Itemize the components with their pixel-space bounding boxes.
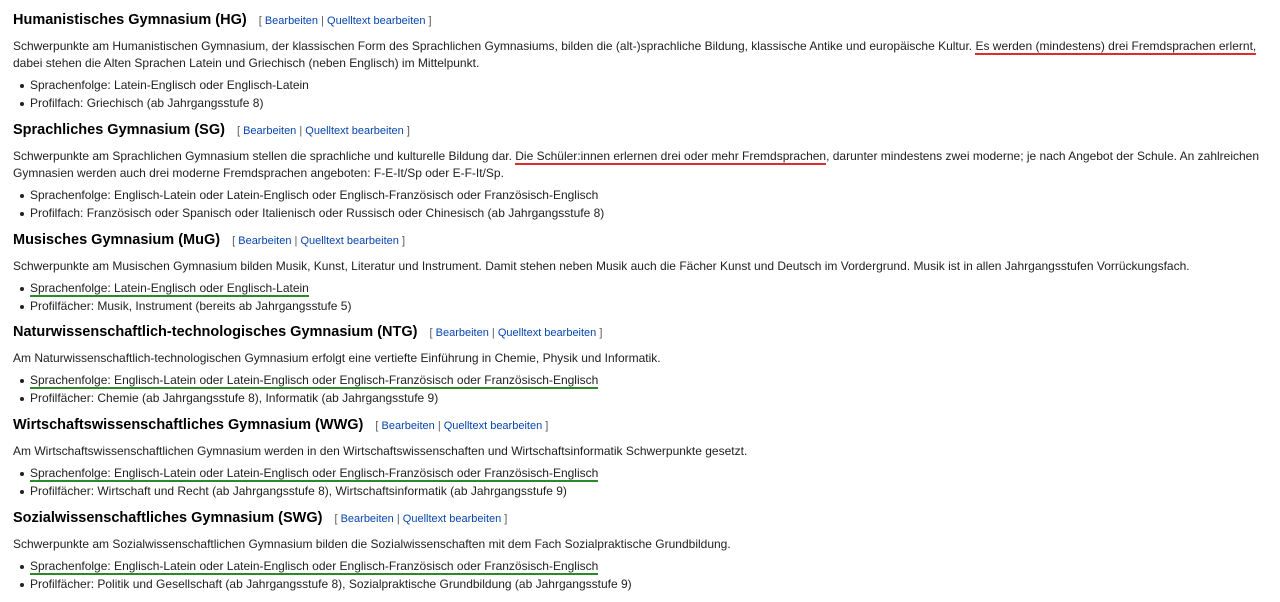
section-list <box>13 558 1268 593</box>
section-swg <box>13 508 1268 593</box>
edit-section-links: [ Bearbeiten | Quelltext bearbeiten ] <box>258 15 432 27</box>
section-hg <box>13 10 1268 112</box>
edit-link[interactable]: Bearbeiten <box>238 235 292 247</box>
section-list <box>13 372 1268 407</box>
red-underline-annotation: Es werden (mindestens) drei Fremdsprachen erlernt, <box>975 39 1257 53</box>
section-heading <box>13 322 1268 343</box>
section-paragraph: Am Naturwissenschaftlich-technologischen Gymnasium erfolgt eine vertiefte Einführung in Chemie, Physik und Informatik. <box>13 351 661 365</box>
section-paragraph: Schwerpunkte am Sozialwissenschaftlichen Gymnasium bilden die Sozialwissenschaften mit dem Fach Sozialpraktische Grundbildung. <box>13 537 731 551</box>
section-paragraph: Schwerpunkte am Humanistischen Gymnasium, der klassischen Form des Sprachlichen Gymnasiums, bilden die (alt-)sprachliche Bildung, klassische Antike und europäische Kultur. Es werden (mindestens) drei Fremdsprachen erlernt, dabei stehen die Alten Sprachen Latein und Griechisch (neben Englisch) im Mittelpunkt. <box>13 39 1257 70</box>
section-list <box>13 465 1268 500</box>
section-paragraph: Schwerpunkte am Musischen Gymnasium bilden Musik, Kunst, Literatur und Instrument. Damit stehen neben Musik auch die Fächer Kunst und Deutsch im Vordergrund. Musik ist in allen Jahrgangsstufen Vorrückungsfach. <box>13 259 1190 273</box>
section-ntg <box>13 322 1268 407</box>
section-title: Musisches Gymnasium (MuG) <box>13 232 221 248</box>
edit-source-link[interactable]: Quelltext bearbeiten <box>402 513 502 525</box>
green-underline-annotation: Sprachenfolge: Latein-Englisch oder Englisch-Latein <box>30 281 309 295</box>
section-list <box>13 187 1268 222</box>
section-title: Naturwissenschaftlich-technologisches Gymnasium (NTG) <box>13 324 418 340</box>
list-item <box>13 558 1268 576</box>
section-heading <box>13 10 1268 31</box>
edit-link[interactable]: Bearbeiten <box>264 15 319 27</box>
green-underline-annotation: Sprachenfolge: Englisch-Latein oder Latein-Englisch oder Englisch-Französisch oder Französisch-Englisch <box>30 559 599 573</box>
list-item: Sprachenfolge: Englisch-Latein oder Latein-Englisch oder Englisch-Französisch oder Französisch-Englisch <box>13 187 1268 205</box>
section-mug <box>13 230 1268 315</box>
edit-link[interactable]: Bearbeiten <box>243 125 297 137</box>
list-item: Sprachenfolge: Latein-Englisch oder Englisch-Latein <box>13 77 1268 95</box>
list-item: Profilfach: Griechisch (ab Jahrgangsstufe 8) <box>13 95 1268 113</box>
edit-section-links: [ Bearbeiten | Quelltext bearbeiten ] <box>236 125 410 137</box>
list-item: Profilfach: Französisch oder Spanisch oder Italienisch oder Russisch oder Chinesisch (ab Jahrgangsstufe 8) <box>13 205 1268 223</box>
section-title: Sprachliches Gymnasium (SG) <box>13 122 225 138</box>
list-item <box>13 280 1268 298</box>
edit-section-links: [ Bearbeiten | Quelltext bearbeiten ] <box>429 327 603 339</box>
green-underline-annotation: Sprachenfolge: Englisch-Latein oder Latein-Englisch oder Englisch-Französisch oder Französisch-Englisch <box>30 373 599 387</box>
edit-section-links: [ Bearbeiten | Quelltext bearbeiten ] <box>232 235 406 247</box>
edit-section-links: [ Bearbeiten | Quelltext bearbeiten ] <box>334 513 508 525</box>
section-heading <box>13 508 1268 529</box>
section-heading <box>13 230 1268 251</box>
section-heading <box>13 415 1268 436</box>
edit-source-link[interactable]: Quelltext bearbeiten <box>305 125 404 137</box>
list-item <box>13 372 1268 390</box>
section-sg <box>13 120 1268 222</box>
list-item <box>13 465 1268 483</box>
section-heading <box>13 120 1268 141</box>
edit-source-link[interactable]: Quelltext bearbeiten <box>443 420 543 432</box>
list-item: Profilfächer: Musik, Instrument (bereits ab Jahrgangsstufe 5) <box>13 298 1268 316</box>
section-title: Humanistisches Gymnasium (HG) <box>13 12 247 28</box>
section-wwg <box>13 415 1268 500</box>
edit-source-link[interactable]: Quelltext bearbeiten <box>497 327 597 339</box>
edit-section-links: [ Bearbeiten | Quelltext bearbeiten ] <box>375 420 549 432</box>
section-paragraph: Am Wirtschaftswissenschaftlichen Gymnasium werden in den Wirtschaftswissenschaften und Wirtschaftsinformatik Schwerpunkte gesetzt. <box>13 444 748 458</box>
list-item: Profilfächer: Chemie (ab Jahrgangsstufe 8), Informatik (ab Jahrgangsstufe 9) <box>13 390 1268 408</box>
list-item: Profilfächer: Wirtschaft und Recht (ab Jahrgangsstufe 8), Wirtschaftsinformatik (ab Jahrgangsstufe 9) <box>13 483 1268 501</box>
green-underline-annotation: Sprachenfolge: Englisch-Latein oder Latein-Englisch oder Englisch-Französisch oder Französisch-Englisch <box>30 466 599 480</box>
section-title: Wirtschaftswissenschaftliches Gymnasium (WWG) <box>13 417 364 433</box>
edit-link[interactable]: Bearbeiten <box>340 513 394 525</box>
section-paragraph: Schwerpunkte am Sprachlichen Gymnasium stellen die sprachliche und kulturelle Bildung dar. Die Schüler:innen erlernen drei oder mehr Fremdsprachen, darunter mindestens zwei moderne; je nach Angebot der Schule. An zahlreichen Gymnasien werden auch drei moderne Fremdsprachen angeboten: F-E-It/Sp oder E-F-It/Sp. <box>13 149 1260 180</box>
edit-source-link[interactable]: Quelltext bearbeiten <box>300 235 399 247</box>
edit-link[interactable]: Bearbeiten <box>381 420 435 432</box>
edit-link[interactable]: Bearbeiten <box>435 327 489 339</box>
section-list <box>13 77 1268 112</box>
edit-source-link[interactable]: Quelltext bearbeiten <box>327 15 426 27</box>
list-item: Profilfächer: Politik und Gesellschaft (ab Jahrgangsstufe 8), Sozialpraktische Grundbildung (ab Jahrgangsstufe 9) <box>13 576 1268 594</box>
section-title: Sozialwissenschaftliches Gymnasium (SWG) <box>13 510 323 526</box>
red-underline-annotation: Die Schüler:innen erlernen drei oder mehr Fremdsprachen <box>515 149 827 163</box>
section-list <box>13 280 1268 315</box>
